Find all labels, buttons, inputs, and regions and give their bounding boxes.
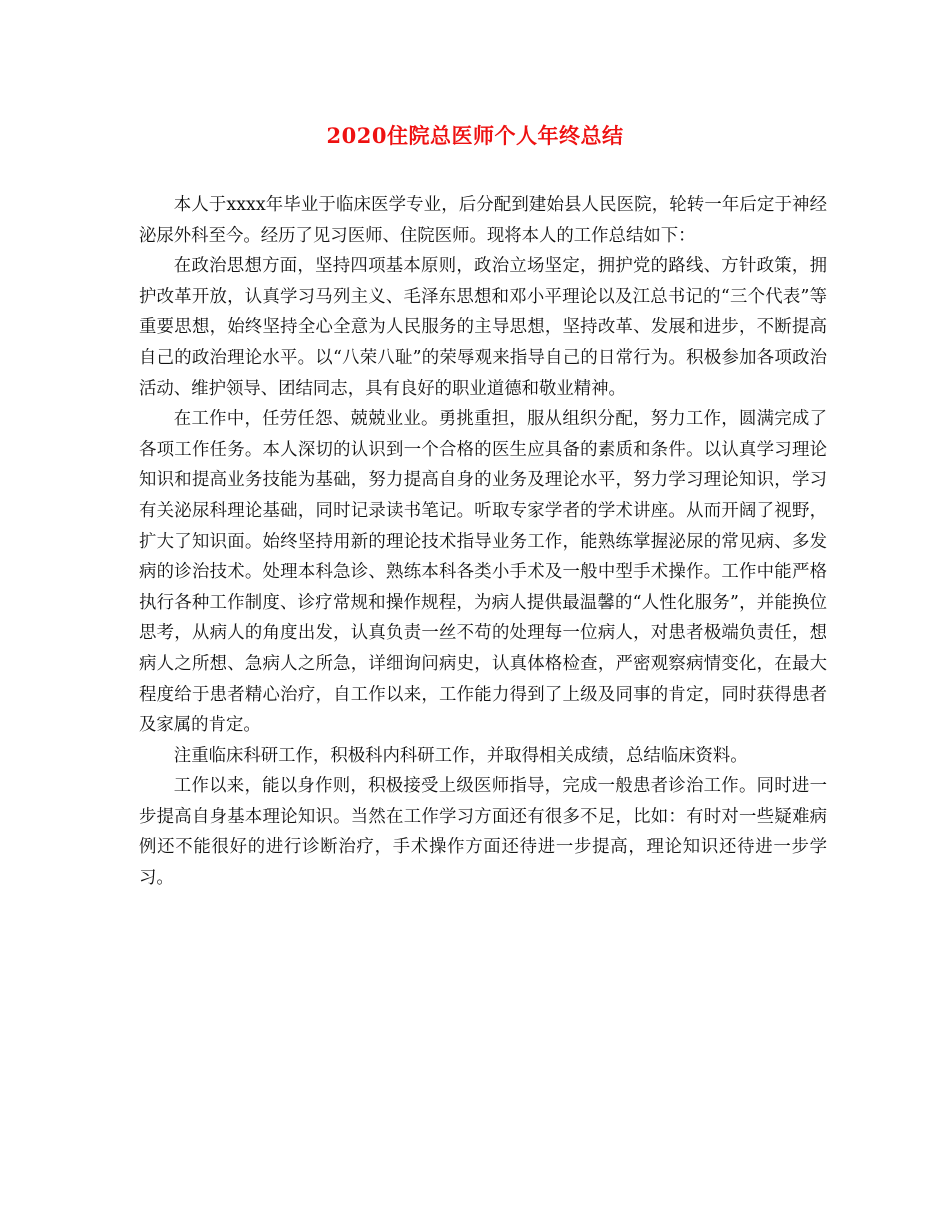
paragraph-conclusion: 工作以来，能以身作则，积极接受上级医师指导，完成一般患者诊治工作。同时进一步提高自身基本理论知识。当然在工作学习方面还有很多不足，比如：有时对一些疑难病例还不能很好的进行诊断治疗，手术操作方面还待进一步提高，理论知识还待进一步学习。 bbox=[139, 776, 827, 889]
paragraph-research: 注重临床科研工作，积极科内科研工作，并取得相关成绩，总结临床资料。 bbox=[173, 745, 748, 766]
paragraph-intro: 本人于xxxx年毕业于临床医学专业，后分配到建始县人民医院，轮转一年后定于神经泌尿外科至今。经历了见习医师、住院医师。现将本人的工作总结如下： bbox=[139, 195, 827, 246]
document-body bbox=[139, 190, 827, 894]
document-title: 2020住院总医师个人年终总结 bbox=[326, 123, 624, 148]
paragraph-work: 在工作中，任劳任怨、兢兢业业。勇挑重担，服从组织分配，努力工作，圆满完成了各项工作任务。本人深切的认识到一个合格的医生应具备的素质和条件。以认真学习理论知识和提高业务技能为基础，努力提高自身的业务及理论水平，努力学习理论知识，学习有关泌尿科理论基础，同时记录读书笔记。听取专家学者的学术讲座。从而开阔了视野，扩大了知识面。始终坚持用新的理论技术指导业务工作，能熟练掌握泌尿的常见病、多发病的诊治技术。处理本科急诊、熟练本科各类小手术及一般中型手术操作。工作中能严格执行各种工作制度、诊疗常规和操作规程，为病人提供最温馨的“人性化服务”，并能换位思考，从病人的角度出发，认真负责一丝不苟的处理每一位病人，对患者极端负责任，想病人之所想、急病人之所急，详细询问病史，认真体格检查，严密观察病情变化，在最大程度给于患者精心治疗，自工作以来，工作能力得到了上级及同事的肯定，同时获得患者及家属的肯定。 bbox=[139, 409, 827, 736]
paragraph-political: 在政治思想方面，坚持四项基本原则，政治立场坚定，拥护党的路线、方针政策，拥护改革开放，认真学习马列主义、毛泽东思想和邓小平理论以及江总书记的“三个代表”等重要思想，始终坚持全心全意为人民服务的主导思想，坚持改革、发展和进步，不断提高自己的政治理论水平。以“八荣八耻”的荣辱观来指导自己的日常行为。积极参加各项政治活动、维护领导、团结同志，具有良好的职业道德和敬业精神。 bbox=[139, 256, 827, 399]
